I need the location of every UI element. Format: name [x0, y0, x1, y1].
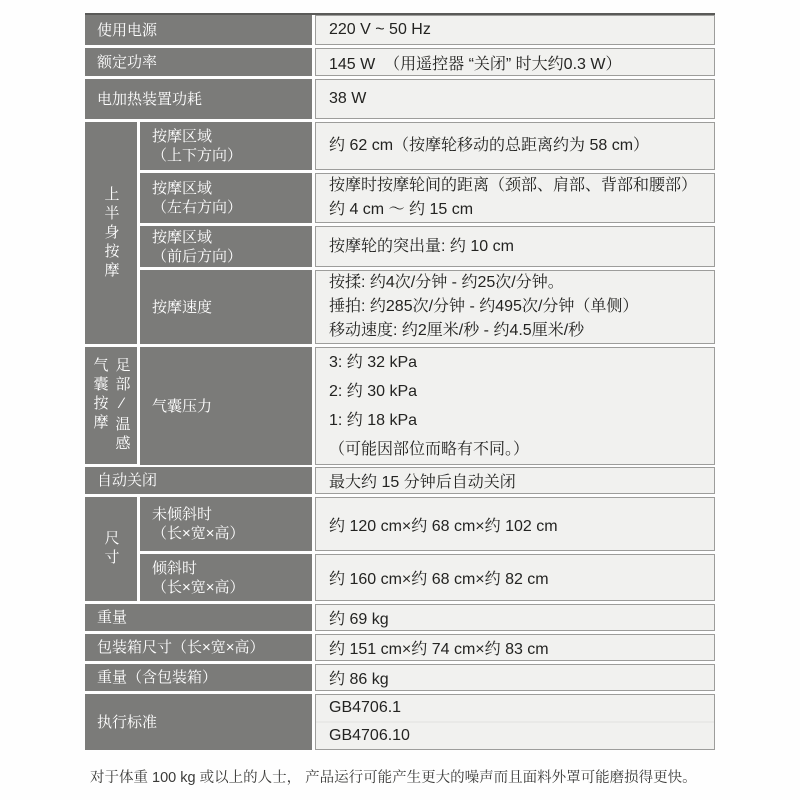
group-label-upper-body	[85, 122, 137, 344]
value-line: （可能因部位而略有不同。）	[329, 441, 530, 458]
table-row	[140, 554, 715, 601]
spec-value-size-upright: 约 120 cm×约 68 cm×约 102 cm	[315, 497, 715, 551]
group-airbag-foot	[85, 347, 715, 464]
table-row	[85, 634, 715, 661]
label-line: （前后方向）	[152, 247, 243, 265]
table-row	[85, 15, 715, 45]
spec-value-airbag-pressure	[315, 347, 715, 465]
spec-label-auto-off: 自动关闭	[85, 467, 312, 494]
label-line: 未倾斜时	[152, 506, 213, 523]
spec-label-size-upright	[140, 497, 312, 551]
value-line: 2: 约 30 kPa	[329, 383, 418, 400]
spec-label-box-size: 包装箱尺寸（长×宽×高）	[85, 634, 312, 661]
spec-value-size-reclined: 约 160 cm×约 68 cm×约 82 cm	[315, 554, 715, 601]
group-rows	[140, 347, 715, 464]
spec-value-weight-with-box: 约 86 kg	[315, 664, 715, 691]
table-row	[85, 467, 715, 494]
footnote-text: 对于体重 100 kg 或以上的人士， 产品运行可能产生更大的噪声而且面料外罩可能磨损得更快。	[90, 770, 697, 786]
spec-label-massage-area-vertical	[140, 122, 312, 170]
group-upper-body	[85, 122, 715, 344]
group-label-text: 尺寸	[102, 530, 120, 568]
spec-value-standard	[315, 694, 715, 750]
spec-value-massage-area-vertical	[315, 122, 715, 170]
group-dimensions	[85, 497, 715, 601]
group-label-foot-warmth: 足部∕温感	[113, 357, 131, 454]
table-row	[140, 173, 715, 223]
label-line: （长×宽×高）	[152, 578, 245, 596]
spec-label-airbag-pressure	[140, 347, 312, 465]
group-label-text	[90, 357, 133, 454]
label-line: 按摩区域	[152, 180, 213, 197]
spec-value-box-size: 约 151 cm×约 74 cm×约 83 cm	[315, 634, 715, 661]
table-row	[85, 694, 715, 750]
value-line: 捶拍: 约285次/分钟 - 约495次/分钟（单侧）	[329, 298, 639, 315]
label-line: （左右方向）	[152, 199, 243, 216]
group-label-airbag: 气囊按摩	[91, 357, 109, 433]
table-row	[85, 48, 715, 76]
label-line: 按摩速度	[152, 298, 213, 316]
spec-label-massage-area-depth	[140, 226, 312, 267]
standard-line: GB4706.10	[316, 721, 714, 749]
spec-label-standard: 执行标准	[85, 694, 312, 750]
value-line: 约 62 cm（按摩轮移动的总距离约为 58 cm）	[329, 137, 650, 154]
group-label-airbag-foot	[85, 347, 137, 464]
spec-table	[85, 13, 715, 750]
table-row	[140, 270, 715, 344]
label-line: 倾斜时	[152, 559, 198, 577]
group-label-dimensions	[85, 497, 137, 601]
label-line: 按摩区域	[152, 128, 213, 145]
value-line: 按摩轮的突出量: 约 10 cm	[329, 237, 514, 255]
spec-value-massage-area-horizontal	[315, 173, 715, 223]
label-line: （上下方向）	[152, 147, 243, 164]
spec-label-weight: 重量	[85, 604, 312, 631]
spec-label-massage-speed	[140, 270, 312, 344]
spec-value-heater-power: 38 W	[315, 79, 715, 119]
table-row	[140, 347, 715, 465]
spec-value-auto-off: 最大约 15 分钟后自动关闭	[315, 467, 715, 494]
group-rows	[140, 122, 715, 344]
spec-value-power-source: 220 V ~ 50 Hz	[315, 15, 715, 45]
spec-value-massage-area-depth	[315, 226, 715, 267]
spec-label-power-source: 使用电源	[85, 15, 312, 45]
value-line: 按摩时按摩轮间的距离（颈部、肩部、背部和腰部）	[329, 177, 698, 194]
spec-label-weight-with-box: 重量（含包装箱）	[85, 664, 312, 691]
value-line: 3: 约 32 kPa	[329, 354, 418, 371]
spec-label-rated-power: 额定功率	[85, 48, 312, 76]
table-row	[140, 226, 715, 267]
table-row	[85, 664, 715, 691]
table-row	[140, 122, 715, 170]
value-line: 移动速度: 约2厘米/秒 - 约4.5厘米/秒	[329, 322, 585, 339]
group-label-text: 上半身按摩	[102, 185, 120, 281]
spec-value-weight: 约 69 kg	[315, 604, 715, 631]
value-line: 约 4 cm ～ 约 15 cm	[329, 201, 474, 218]
table-row	[85, 79, 715, 119]
group-rows	[140, 497, 715, 601]
label-line: （长×宽×高）	[152, 525, 245, 542]
spec-value-massage-speed	[315, 270, 715, 344]
spec-value-rated-power: 145 W （用遥控器 “关闭” 时大约0.3 W）	[315, 48, 715, 76]
spec-label-massage-area-horizontal	[140, 173, 312, 223]
label-line: 气囊压力	[152, 397, 213, 415]
label-line: 按摩区域	[152, 228, 213, 246]
spec-label-size-reclined	[140, 554, 312, 601]
value-line: 1: 约 18 kPa	[329, 412, 418, 429]
standard-line: GB4706.1	[329, 699, 402, 716]
table-row	[85, 604, 715, 631]
value-line: 按揉: 约4次/分钟 - 约25次/分钟。	[329, 274, 564, 291]
table-row	[140, 497, 715, 551]
spec-label-heater-power: 电加热装置功耗	[85, 79, 312, 119]
